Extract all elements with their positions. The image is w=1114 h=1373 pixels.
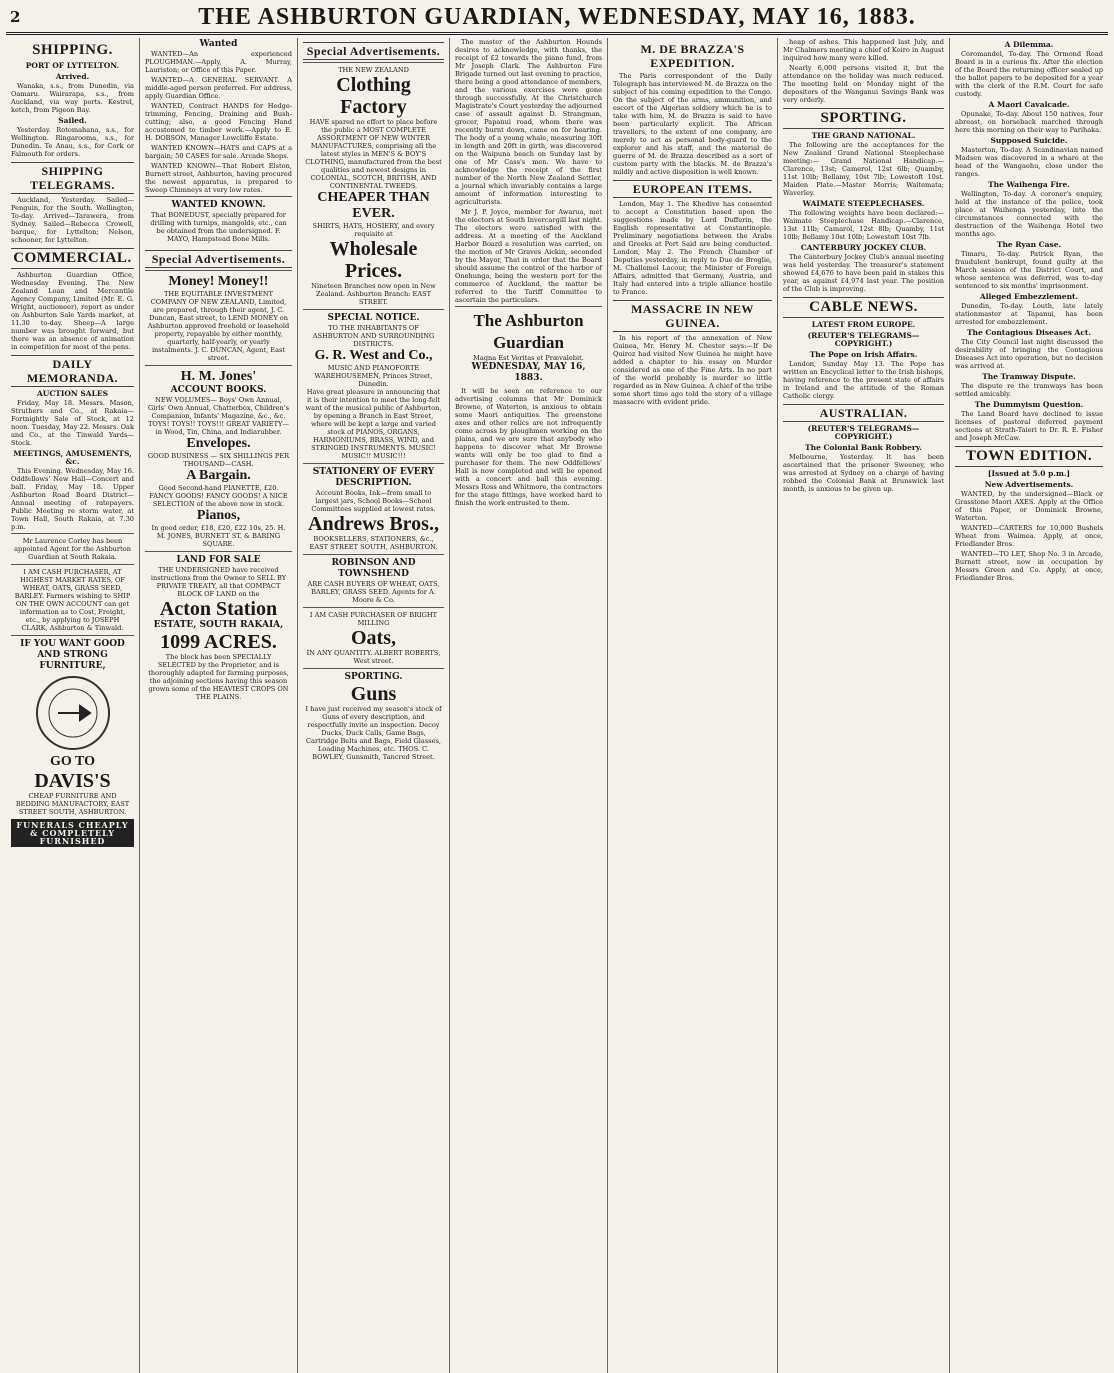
guns-text: I have just received my season's stock of Guns of every description, and respectfully invite an inspection. Decoy Ducks, Duck Calls, Game Bags, Cartridge Belts and Bags, Field Glasses, Loading Machines, etc. THOS. C. BOWLEY, Gunsmith, Tancred Street. bbox=[305, 705, 442, 761]
shirts-text: SHIRTS, HATS, HOSIERY, and every requisite at bbox=[312, 222, 435, 238]
sailed-text: Yesterday. Rotomahana, s.s., for Wellington. Ringarooma, s.s., for Dunedin. Te Anau, s.s., for Cork or Falmouth for orders. bbox=[11, 126, 134, 158]
stationery-ad bbox=[303, 463, 444, 554]
grand-national-text: The following are the acceptances for the New Zealand Grand National Steeplechase meeting:— Grand National Handicap.—Clarence, 13st; Camerol, 12st 6lb; Quamby, 11st 10lb; Bellamy, 10st 7lb; Lowestoft 10st. Maiden Plate.—Master Morris; Waitemata; Waverley. bbox=[783, 141, 944, 197]
davis-name: DAVIS'S bbox=[34, 770, 111, 792]
davis-ad bbox=[11, 635, 134, 819]
suicide-text: Masterton, To-day. A Scandinavian named Madsen was discovered in a whare at the head of the Wangaehu, close under the ranges. bbox=[955, 146, 1103, 178]
column-7 bbox=[950, 38, 1108, 1373]
new-ad-item: WANTED—CARTERS for 10,000 Bushels Wheat from Waimea. Apply, at once, Friedlander Bros. bbox=[955, 524, 1103, 548]
cash-purchaser-ad bbox=[11, 564, 134, 635]
column-2 bbox=[140, 38, 298, 1373]
wanted-item: WANTED—A GENERAL SERVANT. A middle-aged person preferred. For address, apply Guardian Office. bbox=[145, 76, 292, 100]
massacre-text: In his report of the annexation of New Guinea, Mr. Henry M. Chester says:—If De Quiroz had visited New Guinea he might have added a chapter to his essay on Murder considered as one of the Fine Arts. In no part of the world probably is murder so little regarded as in New Guinea. A chief of the tribe some short time ago told the story of a village massacre with evident pride. bbox=[613, 334, 772, 406]
guns-heading: Guns bbox=[350, 683, 397, 705]
sporting-ad-heading: SPORTING. bbox=[344, 672, 403, 682]
wholesale-text: Nineteen Branches now open in New Zealand. Ashburton Branch: EAST STREET. bbox=[311, 282, 436, 306]
gr-west-heading: G. R. West and Co., bbox=[314, 348, 433, 363]
oats-heading: Oats, bbox=[351, 627, 396, 649]
sailed-heading: Sailed. bbox=[58, 116, 87, 125]
money-text: THE EQUITABLE INVESTMENT COMPANY OF NEW ZEALAND, Limited, are prepared, through their agent, J. C. Duncan, East street, to LEND MONEY on Ashburton approved freehold or leasehold property, repayable by either monthly, quarterly, half-yearly, or yearly instalments. J. C. DUNCAN, Agent, East street. bbox=[147, 290, 290, 362]
pianos-heading: Pianos, bbox=[196, 508, 241, 523]
telegrams-heading: SHIPPING TELEGRAMS. bbox=[11, 162, 134, 194]
land-heading: LAND FOR SALE bbox=[176, 555, 261, 565]
column-1 bbox=[6, 38, 140, 1373]
column-6 bbox=[778, 38, 950, 1373]
envelopes-heading: Envelopes. bbox=[186, 436, 251, 451]
commercial-text: Ashburton Guardian Office, Wednesday Evening. The New Zealand Loan and Mercantile Agency Company, Limited (Mr. E. G. Wright, auctioneer), report as under on Ashburton Sale Yards market, at 11.30 to-day. Sheep—A large number was brought forward, but there was an absence of animation in competition for most of the pens. bbox=[11, 271, 134, 351]
shipping-heading: SHIPPING. bbox=[32, 42, 113, 58]
jockey-club-text: The Canterbury Jockey Club's annual meeting was held yesterday. The treasurer's statement showed £4,676 to have been paid in stakes this year, as against £4,974 last year. The position of the Club is improving. bbox=[783, 253, 944, 293]
town-edition-subheading: [Issued at 5.0 p.m.] bbox=[987, 469, 1071, 478]
telegrams-text: Auckland, Yesterday. Sailed—Penguin, for the South. Wellington, To-day. Arrived—Tarawera, from Sydney. Sailed—Rebecca Crowell, barque, for Lyttelton; Nelson, schooner, for Lyttelton. bbox=[11, 196, 134, 244]
massacre-heading: MASSACRE IN NEW GUINEA. bbox=[613, 300, 772, 332]
acton-heading: Acton Station bbox=[159, 598, 278, 620]
tramway-heading: The Tramway Dispute. bbox=[982, 372, 1076, 381]
european-heading: EUROPEAN ITEMS. bbox=[613, 180, 772, 198]
european-text: London, May 1. The Khedive has consented to accept a Constitution based upon the suggestions made by Lord Dufferin, the English representative at Constantinople. Preliminary negotiations between the Arabs and Greeks at Port Said are being conducted. London, May 2. The French Chamber of Deputies yesterday, in reply to Due de Broglie, M. Challemel Lacour, the Minister of Foreign Affairs, admitted that Germany, Austria, and Italy had entered into a triple alliance hostile to France. bbox=[613, 200, 772, 296]
masthead bbox=[6, 4, 1108, 35]
jones-ad bbox=[145, 365, 292, 551]
money-ad bbox=[145, 270, 292, 365]
stationery-text: Account Books, Ink—from small to largest jars, School Books—School Committees supplied at lowest rates. bbox=[311, 489, 436, 513]
diseases-text: The City Council last night discussed the desirability of bringing the Contagious Diseases Act into operation, but no decision was arrived at. bbox=[955, 338, 1103, 370]
davis-go: GO TO bbox=[49, 754, 95, 769]
jones-heading: H. M. Jones' bbox=[180, 369, 257, 384]
agent-notice-text: Mr Laurence Corley has been appointed Agent for the Ashburton Guardian at South Rakaia. bbox=[14, 537, 131, 561]
davis-tail: CHEAP FURNITURE AND BEDDING MANUFACTORY, EAST STREET SOUTH, ASHBURTON. bbox=[15, 792, 130, 816]
andrews-heading: Andrews Bros., bbox=[308, 513, 439, 535]
stationery-heading: STATIONERY OF EVERY DESCRIPTION. bbox=[312, 467, 435, 488]
new-ad-item: WANTED—TO LET, Shop No. 3 in Arcade, Burnett street, now in occupation by Messrs Green and Co. Apply, at once, Friedlander Bros. bbox=[955, 550, 1103, 582]
robinson-heading: ROBINSON AND TOWNSHEND bbox=[331, 558, 416, 579]
waimate-text: The following weights have been declared:—Waimate Steeplechase Handicap.—Clarence, 13st 11lb; Camarol, 12st 8lb; Quamby, 11st 10lb; Bellamy 10st 10lb; Lowestoft 10st 7lb. bbox=[783, 209, 944, 241]
robinson-ad bbox=[303, 554, 444, 607]
waihenga-text: Wellington, To-day. A coroner's enquiry, held at the instance of the police, took place at Waihenga yesterday, into the circumstances connected with the destruction of the Waihenga Hotel two months ago. bbox=[955, 190, 1103, 238]
bargain-text: Good Second-hand PIANETTE, £20. FANCY GOODS! FANCY GOODS! A NICE SELECTION of the above now in stock. bbox=[149, 484, 288, 508]
meetings-text: This Evening. Wednesday, May 16. Oddfellows' New Hall—Concert and ball. Friday, May 18. Upper Ashburton Road Board District—Annual meeting of ratepayers. Public Meeting re storm water, at Town Hall, South Rakaia, at 7.30 p.m. bbox=[11, 467, 134, 531]
ryan-text: Timaru, To-day. Patrick Ryan, the fraudulent bankrupt, found guilty at the March session of the District Court, and whose sentence was deferred, was to-day sentenced to six months' imprisonment. bbox=[955, 250, 1103, 290]
auction-text: Friday, May 18. Messrs. Mason, Struthers and Co., at Rakaia—Fortnightly Sale of Stock, at 12 noon. Tuesday, May 22. Messrs. Oak and Co., at the Tinwald Yards—Stock. bbox=[11, 399, 134, 447]
money-heading: Money! Money!! bbox=[168, 274, 269, 289]
oats-ad bbox=[303, 607, 444, 668]
australian-credit: (REUTER'S TELEGRAMS—COPYRIGHT.) bbox=[807, 424, 920, 441]
pianos-text: In good order, £18, £20, £22 10s, 25. H. M. JONES, BURNETT ST. & BARING SQUARE. bbox=[151, 524, 286, 548]
waihenga-heading: The Waihenga Fire. bbox=[988, 180, 1070, 189]
cheaper-heading: CHEAPER THAN EVER. bbox=[317, 190, 430, 221]
oats-text: IN ANY QUANTITY. ALBERT ROBERTS, West street. bbox=[306, 649, 441, 665]
davis-lead: IF YOU WANT GOOD AND STRONG FURNITURE, bbox=[20, 639, 125, 671]
news-paragraphs-2: Mr J. P. Joyce, member for Awarua, met the electors at South Invercargill last night. The electors were satisfied with the address. At a meeting of the Auckland Harbor Board a resolution was carried, on the motion of Mr Graves Aickin, seconded by the Mayor, That in order that the Board should assume the control of the harbor of Onehunga, being the western port for the commerce of Auckland, the matter be referred to the Tariff Committee to ascertain the particulars. bbox=[455, 208, 602, 304]
new-ads-list bbox=[955, 490, 1103, 582]
auction-heading: AUCTION SALES bbox=[36, 389, 109, 398]
cable-text: London, Sunday May 13. The Pope has written an Encyclical letter to the Irish bishops, having reference to the present state of affairs in Ireland and the attitude of the Roman Catholic clergy. bbox=[783, 360, 944, 400]
robinson-text: ARE CASH BUYERS OF WHEAT, OATS, BARLEY, GRASS SEED. Agents for A. Moore & Co. bbox=[307, 580, 440, 604]
maori-heading: A Maori Cavalcade. bbox=[988, 100, 1070, 109]
special-ads-heading-2: Special Advertisements. bbox=[303, 42, 444, 60]
editorial-date: WEDNESDAY, MAY 16, 1883. bbox=[471, 362, 586, 383]
gr-west-text: Have great pleasure in announcing that it is their intention to meet the long-felt want of the musical public of Ashburton, by opening a Branch in East Street, where will be kept a large and varied stock of PIANOS, ORGANS, HARMONIUMS, BRASS, WIND, and STRINGED INSTRUMENTS. MUSIC! MUSIC!! MUSIC!!! bbox=[305, 388, 442, 460]
clothing-heading: Clothing Factory bbox=[336, 74, 411, 118]
embezzlement-text: Dunedin, To-day. Louth, late lately stationmaster at Tapanui, has been arrested for embezzlement. bbox=[955, 302, 1103, 326]
sporting-heading: SPORTING. bbox=[783, 108, 944, 129]
dummyism-heading: The Dummyism Question. bbox=[974, 400, 1084, 409]
australian-subheading: The Colonial Bank Robbery. bbox=[805, 443, 922, 452]
embezzlement-heading: Alleged Embezzlement. bbox=[979, 292, 1079, 301]
editorial-title: The Ashburton Guardian bbox=[473, 311, 584, 352]
special-ads-heading: Special Advertisements. bbox=[145, 250, 292, 268]
jones-text: NEW VOLUMES— Boys' Own Annual, Girls' Own Annual, Chatterbox, Children's Companion, Infants' Magazine, &c., &c. TOYS! TOYS!! TOYS!!! GREAT VARIETY—in Wood, Tin, China, and Indiarubber. bbox=[148, 396, 289, 436]
andrews-subheading: BOOKSELLERS, STATIONERS, &c., EAST STREET SOUTH, ASHBURTON. bbox=[309, 535, 438, 551]
expedition-heading: M. DE BRAZZA'S EXPEDITION. bbox=[640, 42, 745, 70]
acton-subheading: ESTATE, SOUTH RAKAIA, bbox=[153, 620, 284, 630]
new-ad-item: WANTED, by the undersigned—Black or Grasstone Maori AXES. Apply at the Office of this Paper, or Dominick Browne, Waterton. bbox=[955, 490, 1103, 522]
wanted-list bbox=[145, 50, 292, 194]
wholesale-heading: Wholesale Prices. bbox=[329, 238, 418, 282]
wanted-item: WANTED, Contract HANDS for Hedge-trimming, Fencing, Draining and Bush-cutting; also, a good Fencing Hand accustomed to timber work.—Apply to E. H. DOBSON, Manager Lowcliffe Estate. bbox=[145, 102, 292, 142]
clothing-text: HAVE spared no effort to place before the public a MOST COMPLETE ASSORTMENT OF NEW WINTER MANUFACTURES, comprising all the latest styles in MEN'S & BOY'S CLOTHING, manufactured from the best qualities and newest designs in COLONIAL, SCOTCH, BRITISH, AND CONTINENTAL TWEEDS. bbox=[305, 118, 442, 190]
ryan-heading: The Ryan Case. bbox=[996, 240, 1062, 249]
wanted-known-text: That BONEDUST, specially prepared for drilling with turnips, mangolds, etc., can be obtained from the undersigned. F. MAYO, Hampstead Bone Mills. bbox=[150, 211, 287, 243]
music-notice-ad bbox=[303, 309, 444, 463]
news-paragraphs-1: The master of the Ashburton Hounds desires to acknowledge, with thanks, the receipt of £2 towards the piano fund, from Mr Joseph Clark. The Ashburton Fire Brigade turned out last evening to practice, there being a good attendance of members, and the various exercises were gone through successfully. At the Christchurch Magistrate's Court yesterday the adjourned case of assault against D. Strangman, grocer, Papanui road, whom there was recently burnt down, came on for hearing. The body of a young whale, measuring 30ft in length and 20ft in girth, was discovered on the Waipuna beach on Sunday last by one of Mr Cass's men. We have to acknowledge the receipt of the first number of the North New Zealand Settler, a journal which invariably contains a large amount of information interesting to agriculturists. bbox=[455, 38, 602, 206]
acton-text: The block has been SPECIALLY SELECTED by the Proprietor, and is thoroughly adapted for farming purposes, the adjoining sections having this season grown some of the HEAVIEST CROPS ON THE PLAINS. bbox=[148, 653, 289, 701]
waimate-heading: WAIMATE STEEPLECHASES. bbox=[802, 199, 925, 208]
clothing-factory-ad bbox=[303, 62, 444, 309]
oats-intro: I AM CASH PURCHASER OF BRIGHT MILLING bbox=[309, 611, 438, 627]
columns bbox=[6, 38, 1108, 1373]
dilemma-text: Coromandel, To-day. The Ormond Road Board is in a curious fix. After the election of the Board the returning officer sealed up the ballot papers to be deposited for a year with the clerk of the R.M. Court for safe custody. bbox=[955, 50, 1103, 98]
sporting-guns-ad bbox=[303, 668, 444, 764]
newspaper-title: THE ASHBURTON GUARDIAN, WEDNESDAY, MAY 16, 1883. bbox=[198, 3, 916, 30]
wanted-item: WANTED KNOWN—HATS and CAPS at a bargain; 50 CASES for sale. Arcade Shops. bbox=[145, 144, 292, 160]
jones-subheading: ACCOUNT BOOKS. bbox=[170, 385, 267, 395]
cable-subheading: LATEST FROM EUROPE. bbox=[811, 320, 916, 329]
maori-text: Opunake, To-day. About 150 natives, four abreast, on horseback marched through here this morning on their way to Parihaka. bbox=[955, 110, 1103, 134]
cable-credit: (REUTER'S TELEGRAMS—COPYRIGHT.) bbox=[807, 331, 920, 348]
page-number: 2 bbox=[10, 8, 21, 26]
clothing-subheading: THE NEW ZEALAND bbox=[338, 66, 409, 74]
daily-memoranda-heading: DAILY MEMORANDA. bbox=[11, 355, 134, 387]
gr-west-subheading: MUSIC AND PIANOFORTE WAREHOUSEMEN, Princes Street, Dunedin. bbox=[314, 364, 433, 388]
notice-text: TO THE INHABITANTS OF ASHBURTON AND SURROUNDING DISTRICTS. bbox=[312, 324, 435, 348]
column-5 bbox=[608, 38, 778, 1373]
dummyism-text: The Land Board have declined to issue licenses of pastoral deferred payment sections at Strath-Taieri to Dr. R. E. Fisher and Joseph McCaw. bbox=[955, 410, 1103, 442]
expedition-text: The Paris correspondent of the Daily Telegraph has interviewed M. de Brazza on the subject of his coming expedition to the Congo. On the subject of the arms, ammunition, and escort of the Algerian soldiery which he is to take with him, M. de Brazza is said to have been particularly explicit. The African travellers, to the extent of one company, are merely to act as personal body-guard to the explorer and his staff, and the material de guerre of M. de Brazza described as a sort of custom party with the blacks. M. de Brazza's mildly and active disposition is well known. bbox=[613, 72, 772, 176]
jockey-club-heading: CANTERBURY JOCKEY CLUB. bbox=[800, 243, 927, 252]
cash-purchaser-text: I AM CASH PURCHASER, AT HIGHEST MARKET RATES, OF WHEAT, OATS, GRASS SEED, BARLEY. Farmers wishing to SHIP ON THE OWN ACCOUNT can get information as to Cost, Freight, etc., by applying to JOSEPH CLARK, Ashburton & Tinwald. bbox=[14, 568, 131, 632]
grand-national-heading: THE GRAND NATIONAL. bbox=[811, 131, 916, 140]
editorial-motto: Magna Est Veritas et Prævalebit. bbox=[473, 354, 584, 362]
notice-heading: SPECIAL NOTICE. bbox=[327, 313, 420, 323]
wanted-item: WANTED—An experienced PLOUGHMAN.—Apply, A. Murray, Lauriston; or Office of this Paper. bbox=[145, 50, 292, 74]
funerals-band: FUNERALS CHEAPLY & COMPLETELY FURNISHED bbox=[11, 819, 134, 847]
land-sale-ad bbox=[145, 551, 292, 704]
acres-heading: 1099 ACRES. bbox=[160, 631, 277, 653]
column-3 bbox=[298, 38, 450, 1373]
land-text: THE UNDERSIGNED have received instructions from the Owner to SELL BY PRIVATE TREATY, all that COMPACT BLOCK OF LAND on the bbox=[150, 566, 287, 598]
wanted-item: WANTED KNOWN—That Robert Elston, Burnett street, Ashburton, having procured the newest apparatus, is prepared to Sweep Chimneys at very low rates. bbox=[145, 162, 292, 194]
australian-text: Melbourne, Yesterday. It has been ascertained that the prisoner Sweeney, who was arrested at Sydney on a charge of having robbed the Colonial Bank at Brunswick last month, is anxious to be given up. bbox=[783, 453, 944, 493]
cable-news-heading: CABLE NEWS. bbox=[783, 297, 944, 318]
editorial-masthead bbox=[455, 306, 602, 387]
col6-body: Nearly 6,000 persons visited it, but the attendance on the holiday was much reduced. The meeting held on Monday night of the depositors of the Wanganui Savings Bank was very orderly. bbox=[783, 64, 944, 104]
leader-text: It will be seen on reference to our advertising columns that Mr Dominick Browne, of Waterton, is anxious to obtain some Maori antiquities. The greenstone axes and other relics are not infrequently come across by ploughmen working on the plains, and we are sure that anybody who happens to discover what Mr Browne wants will only be too glad to find a purchaser for them. The new Oddfellows' Hall is now completed and will be opened with a concert and ball this evening. Messrs Ross and Whitmore, the contractors for the stage fittings, have worked hard to finish the work entrusted to them. bbox=[455, 387, 602, 507]
arrived-heading: Arrived. bbox=[55, 72, 90, 81]
col6-intro: heap of ashes. This happened last July, and Mr Chalmers meeting a chief of Koiro in August inquired how many were killed. bbox=[783, 38, 944, 62]
wanted-known-ad bbox=[145, 196, 292, 246]
agent-notice bbox=[11, 533, 134, 564]
column-4 bbox=[450, 38, 608, 1373]
envelopes-text: GOOD BUSINESS — SIX SHILLINGS PER THOUSAND—CASH. bbox=[147, 452, 290, 468]
tramway-text: The dispute re the tramways has been settled amicably. bbox=[955, 382, 1103, 398]
arrived-text: Wanaka, s.s., from Dunedin, via Oamaru. Wairarapa, s.s., from Auckland, via way ports. Kestrel, ketch, from Pigeon Bay. bbox=[11, 82, 134, 114]
hand-pointer-ornament-icon bbox=[36, 676, 110, 750]
cable-subheading-2: The Pope on Irish Affairs. bbox=[809, 350, 918, 359]
diseases-heading: The Contagious Diseases Act. bbox=[966, 328, 1092, 337]
australian-heading: AUSTRALIAN. bbox=[783, 404, 944, 422]
meetings-heading: MEETINGS, AMUSEMENTS, &c. bbox=[13, 449, 132, 466]
port-heading: PORT OF LYTTELTON. bbox=[25, 61, 120, 70]
town-edition-heading: TOWN EDITION. bbox=[955, 446, 1103, 467]
wanted-known-heading: WANTED KNOWN. bbox=[171, 200, 266, 210]
dilemma-heading: A Dilemma. bbox=[1004, 40, 1054, 49]
wanted-heading: Wanted bbox=[199, 39, 238, 49]
bargain-heading: A Bargain. bbox=[186, 468, 251, 483]
commercial-heading: COMMERCIAL. bbox=[11, 248, 134, 269]
new-ads-heading: New Advertisements. bbox=[984, 480, 1074, 489]
suicide-heading: Supposed Suicide. bbox=[990, 136, 1068, 145]
